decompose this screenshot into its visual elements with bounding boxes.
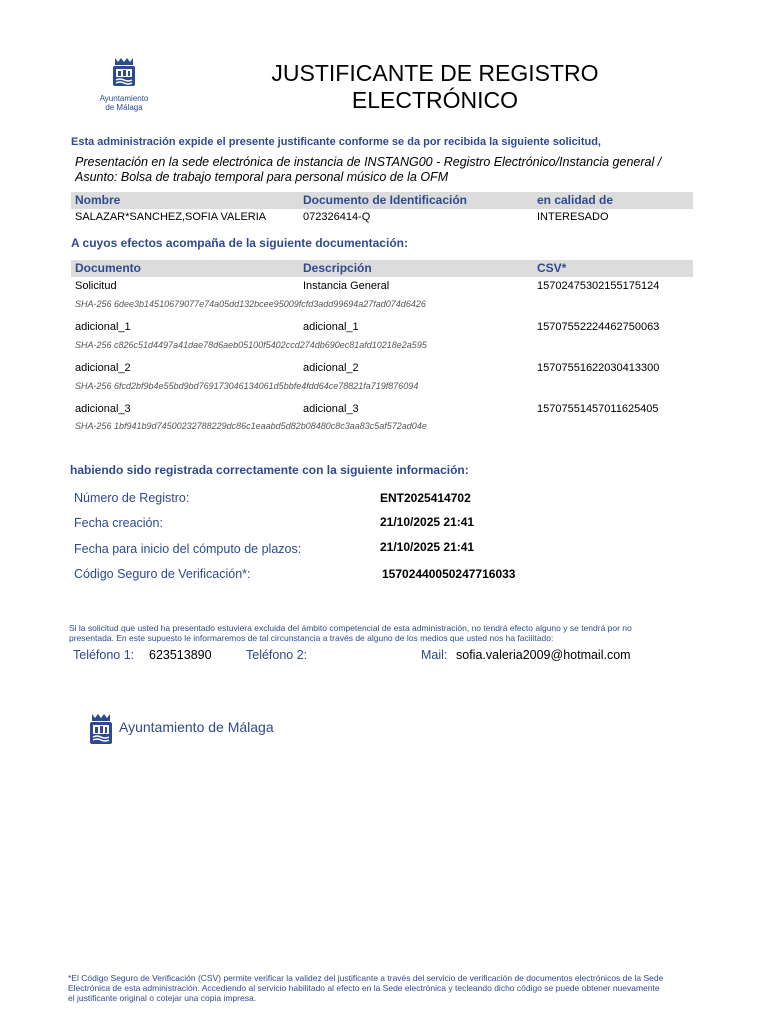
mail-label: Mail: bbox=[421, 648, 448, 662]
footer-logo-text: Ayuntamiento de Málaga bbox=[119, 719, 274, 735]
mail-value: sofia.valeria2009@hotmail.com bbox=[456, 648, 631, 662]
documento-csv: 15707552224462750063 bbox=[537, 321, 660, 333]
documento-csv: 15707551457011625405 bbox=[537, 403, 659, 415]
presentacion-line2: Asunto: Bolsa de trabajo temporal para personal músico de la OFM bbox=[75, 170, 449, 184]
registro-title: habiendo sido registrada correctamente con la siguiente información: bbox=[70, 463, 469, 477]
title-line2: ELECTRÓNICO bbox=[351, 87, 519, 113]
documento-nombre: adicional_2 bbox=[75, 362, 131, 374]
documentos-header-documento: Documento bbox=[75, 261, 141, 275]
documentacion-title: A cuyos efectos acompaña de la siguiente documentación: bbox=[71, 236, 408, 250]
title-line1: JUSTIFICANTE DE REGISTRO bbox=[271, 60, 599, 86]
documento-csv: 15707551622030413300 bbox=[537, 362, 660, 374]
logo-ayuntamiento-top bbox=[88, 56, 160, 112]
interesado-header-calidad: en calidad de bbox=[537, 193, 614, 207]
interesado-header-documento: Documento de Identificación bbox=[303, 193, 468, 207]
interesado-nombre: SALAZAR*SANCHEZ,SOFIA VALERIA bbox=[75, 211, 267, 223]
documento-descripcion: adicional_2 bbox=[303, 362, 359, 374]
documento-descripcion: adicional_1 bbox=[303, 321, 359, 333]
telefono1-value: 623513890 bbox=[149, 648, 212, 662]
documento-csv: 15702475302155175124 bbox=[537, 280, 660, 292]
intro-text: Esta administración expide el presente justificante conforme se da por recibida la siguiente solicitud, bbox=[71, 136, 601, 148]
logo-text-line1: Ayuntamiento bbox=[99, 94, 149, 103]
exclusion-note-line2: presentada. En este supuesto le informaremos de tal circunstancia a través de alguno de los medios que usted nos ha facilitado: bbox=[69, 633, 554, 643]
interesado-calidad: INTERESADO bbox=[537, 211, 609, 223]
csv-footnote bbox=[68, 973, 708, 1003]
interesado-header-nombre: Nombre bbox=[75, 193, 121, 207]
documento-descripcion: adicional_3 bbox=[303, 403, 359, 415]
fecha-plazos-label: Fecha para inicio del cómputo de plazos: bbox=[74, 542, 302, 556]
documento-nombre: adicional_1 bbox=[75, 321, 131, 333]
presentacion-line1: Presentación en la sede electrónica de instancia de INSTANG00 - Registro Electrónico/Instancia general / bbox=[75, 155, 662, 169]
csv-value: 15702440050247716033 bbox=[382, 567, 516, 581]
documento-hash: SHA-256 c826c51d4497a41dae78d6aeb05100f5402ccd274db690ec81afd10218e2a595 bbox=[75, 340, 427, 350]
documento-hash: SHA-256 6dee3b14510679077e74a05dd132bcee95009fcfd3add99694a27fad074d6426 bbox=[75, 299, 426, 309]
documento-hash: SHA-256 1bf941b9d74500232788229dc86c1eaabd5d82b08480c8c3aa83c5af572ad04e bbox=[75, 421, 427, 431]
logo-ayuntamiento-bottom bbox=[88, 712, 274, 748]
documento-nombre: adicional_3 bbox=[75, 403, 131, 415]
page-title bbox=[225, 60, 645, 114]
coat-of-arms-icon bbox=[88, 712, 114, 748]
documentos-header-descripcion: Descripción bbox=[303, 261, 372, 275]
interesado-documento: 072326414-Q bbox=[303, 211, 371, 223]
exclusion-note bbox=[69, 623, 699, 643]
exclusion-note-line1: Si la solicitud que usted ha presentado estuviera excluida del ámbito competencial de esta administración, no tendrá efecto alguno y se tendrá por no bbox=[69, 623, 632, 633]
documentos-header-csv: CSV* bbox=[537, 261, 567, 275]
documentos-header-bar bbox=[71, 260, 693, 277]
documento-nombre: Solicitud bbox=[75, 280, 117, 292]
documento-descripcion: Instancia General bbox=[303, 280, 390, 292]
coat-of-arms-icon bbox=[109, 56, 139, 92]
documento-hash: SHA-256 6fcd2bf9b4e55bd9bd769173046134061d5bbfe4fdd64ce78821fa719f876094 bbox=[75, 381, 419, 391]
fecha-creacion-value: 21/10/2025 21:41 bbox=[380, 515, 475, 529]
csv-footnote-line2: Electrónica de esta administración. Accediendo al servicio habilitado al efecto en la Sede electrónica y tecleando dicho código se puede obtener nuevamente bbox=[68, 983, 660, 993]
csv-footnote-line1: *El Código Seguro de Verificación (CSV) permite verificar la validez del justificante a través del servicio de verificación de documentos electrónicos de la Sede bbox=[68, 973, 664, 983]
telefono1-label: Teléfono 1: bbox=[73, 648, 135, 662]
csv-footnote-line3: el justificante original o cotejar una copia impresa. bbox=[68, 993, 257, 1003]
fecha-plazos-value: 21/10/2025 21:41 bbox=[380, 540, 475, 554]
logo-text-line2: de Málaga bbox=[105, 103, 143, 112]
numero-registro-label: Número de Registro: bbox=[74, 491, 190, 505]
numero-registro-value: ENT2025414702 bbox=[380, 491, 471, 505]
fecha-creacion-label: Fecha creación: bbox=[74, 516, 163, 530]
telefono2-label: Teléfono 2: bbox=[246, 648, 308, 662]
presentacion-text bbox=[75, 155, 705, 185]
csv-label: Código Seguro de Verificación*: bbox=[74, 567, 251, 581]
